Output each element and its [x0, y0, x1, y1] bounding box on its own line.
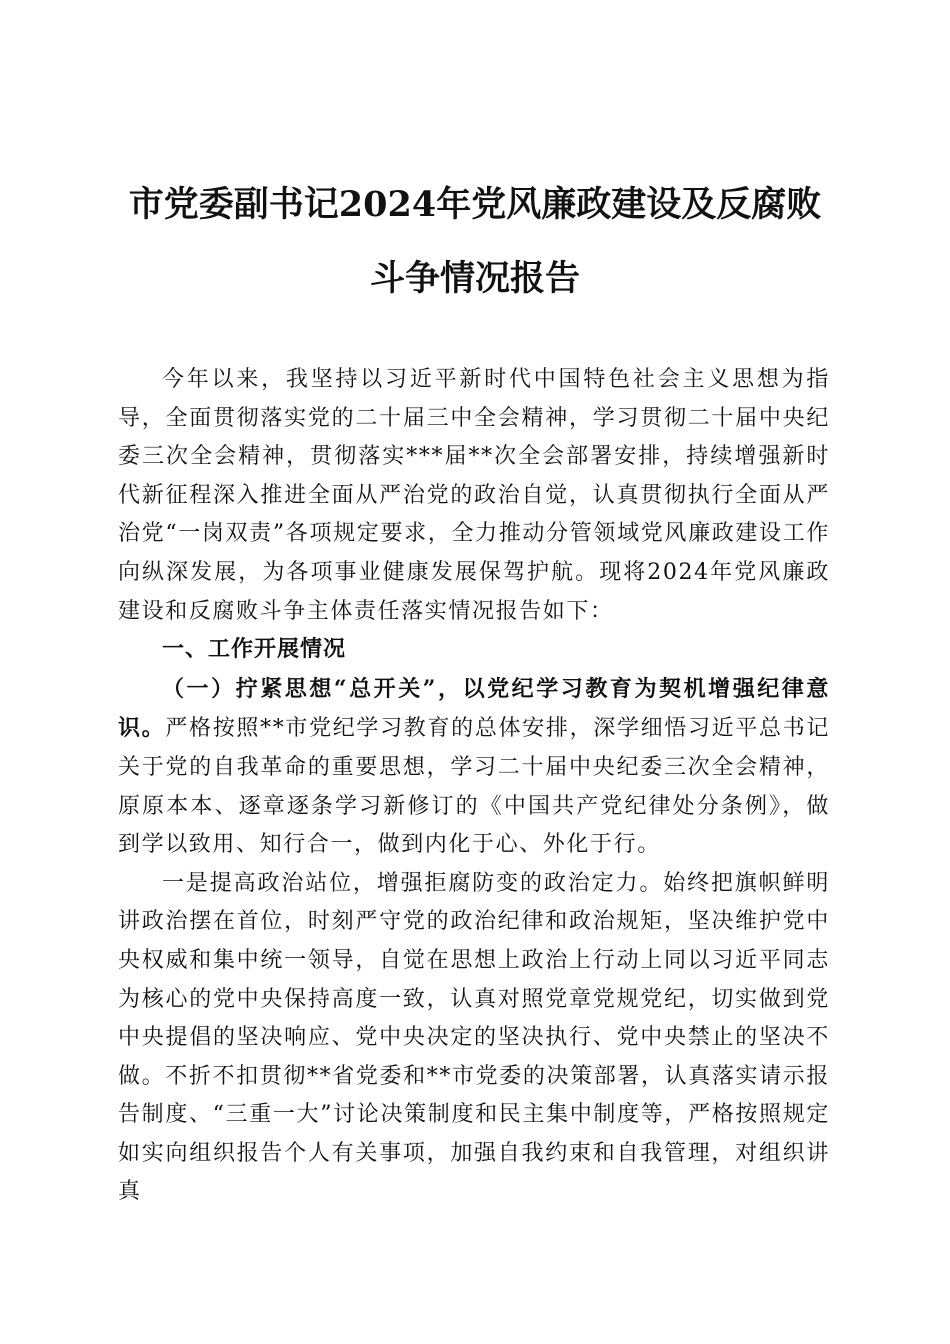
title-line-1: 市党委副书记2024年党风廉政建设及反腐败 [128, 184, 822, 225]
intro-paragraph: 今年以来，我坚持以习近平新时代中国特色社会主义思想为指导，全面贯彻落实党的二十届三中全会精神，学习贯彻二十届中央纪委三次全会精神，贯彻落实***届**次全会部署安排，持续增强新时代新征程深入推进全面从严治党的政治自觉，认真贯彻执行全面从严治党“一岗双责”各项规定要求，全力推动分管领域党风廉政建设工作向纵深发展，为各项事业健康发展保驾护航。现将2024年党风廉政建设和反腐败斗争主体责任落实情况报告如下： [118, 367, 830, 624]
document-title [100, 168, 850, 316]
document-body [118, 361, 830, 1212]
subsection-lead-1: （一）拧紧思想“总开关”，以党纪学习教育为契机增强纪律意识。 [118, 675, 830, 742]
section-heading-1: 一、工作开展情况 [162, 637, 347, 663]
title-line-2: 斗争情况报告 [369, 258, 580, 299]
subsection-text-1: 严格按照**市党纪学习教育的总体安排，深学细悟习近平总书记关于党的自我革命的重要思想，学习二十届中央纪委三次全会精神，原原本本、逐章逐条学习新修订的《中国共产党纪律处分条例》，做到学以致用、知行合一，做到内化于心、外化于行。 [118, 716, 831, 858]
point-paragraph-1: 一是提高政治站位，增强拒腐防变的政治定力。始终把旗帜鲜明讲政治摆在首位，时刻严守党的政治纪律和政治规矩，坚决维护党中央权威和集中统一领导，自觉在思想上政治上行动上同以习近平同志为核心的党中央保持高度一致，认真对照党章党规党纪，切实做到党中央提倡的坚决响应、党中央决定的坚决执行、党中央禁止的坚决不做。不折不扣贯彻**省党委和**市党委的决策部署，认真落实请示报告制度、“三重一大”讨论决策制度和民主集中制度等，严格按照规定如实向组织报告个人有关事项，加强自我约束和自我管理，对组织讲真 [118, 870, 830, 1205]
subsection-paragraph-1 [118, 670, 830, 865]
